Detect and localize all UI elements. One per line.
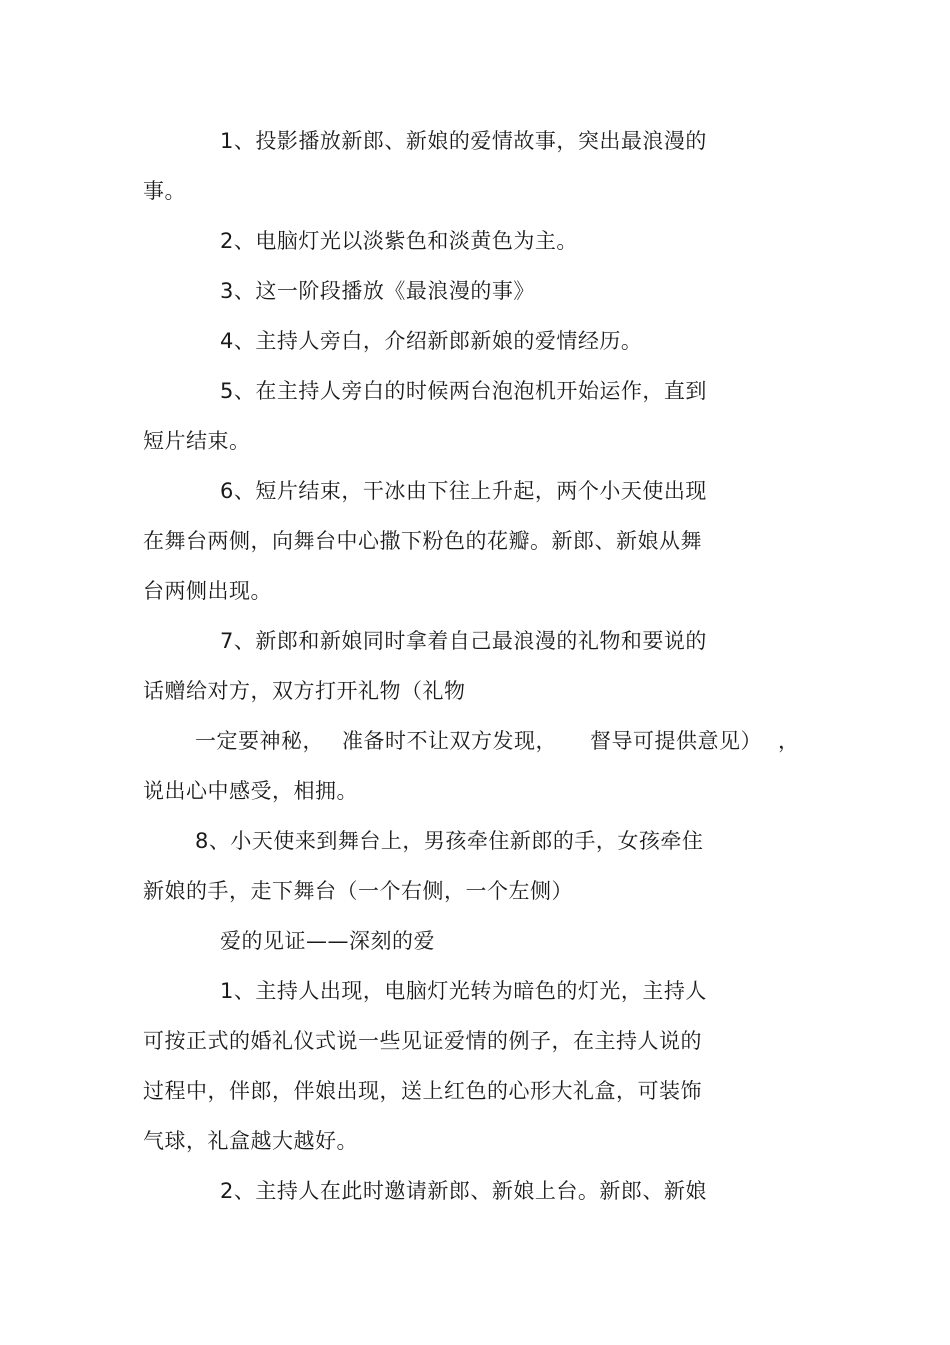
paragraph-8-line-1: 8、小天使来到舞台上，男孩牵住新郎的手，女孩牵住: [195, 829, 704, 853]
paragraph-7-line-2: 话赠给对方，双方打开礼物（礼物: [143, 679, 466, 703]
paragraph-7-line-1: 7、新郎和新娘同时拿着自己最浪漫的礼物和要说的: [220, 629, 707, 653]
section-paragraph-1-line-4: 气球，礼盒越大越好。: [143, 1129, 358, 1153]
paragraph-2: 2、电脑灯光以淡紫色和淡黄色为主。: [220, 229, 578, 253]
section-paragraph-1-line-1: 1、主持人出现，电脑灯光转为暗色的灯光，主持人: [220, 979, 707, 1003]
paragraph-8-line-2: 新娘的手，走下舞台（一个右侧，一个左侧）: [143, 879, 573, 903]
section-heading: 爱的见证——深刻的爱: [220, 929, 435, 953]
section-paragraph-1-line-2: 可按正式的婚礼仪式说一些见证爱情的例子，在主持人说的: [143, 1029, 702, 1053]
paragraph-1-line-1: 1、投影播放新郎、新娘的爱情故事，突出最浪漫的: [220, 129, 707, 153]
paragraph-6-line-3: 台两侧出现。: [143, 579, 272, 603]
paragraph-6-line-1: 6、短片结束，干冰由下往上升起，两个小天使出现: [220, 479, 707, 503]
paragraph-7-line-3-part-3: 督导可提供意见）: [590, 729, 762, 753]
paragraph-7-line-3-part-2: 准备时不让双方发现，: [342, 729, 557, 753]
paragraph-7-line-3-part-1: 一定要神秘，: [195, 729, 324, 753]
section-paragraph-2-line-1: 2、主持人在此时邀请新郎、新娘上台。新郎、新娘: [220, 1179, 707, 1203]
paragraph-3: 3、这一阶段播放《最浪漫的事》: [220, 279, 535, 303]
section-paragraph-1-line-3: 过程中，伴郎，伴娘出现，送上红色的心形大礼盒，可装饰: [143, 1079, 702, 1103]
paragraph-5-line-1: 5、在主持人旁白的时候两台泡泡机开始运作，直到: [220, 379, 707, 403]
paragraph-1-line-2: 事。: [143, 179, 186, 203]
paragraph-4: 4、主持人旁白，介绍新郎新娘的爱情经历。: [220, 329, 643, 353]
paragraph-5-line-2: 短片结束。: [143, 429, 251, 453]
paragraph-6-line-2: 在舞台两侧，向舞台中心撒下粉色的花瓣。新郎、新娘从舞: [143, 529, 702, 553]
paragraph-7-line-3-part-4: ，: [778, 729, 800, 753]
paragraph-7-line-4: 说出心中感受，相拥。: [143, 779, 358, 803]
